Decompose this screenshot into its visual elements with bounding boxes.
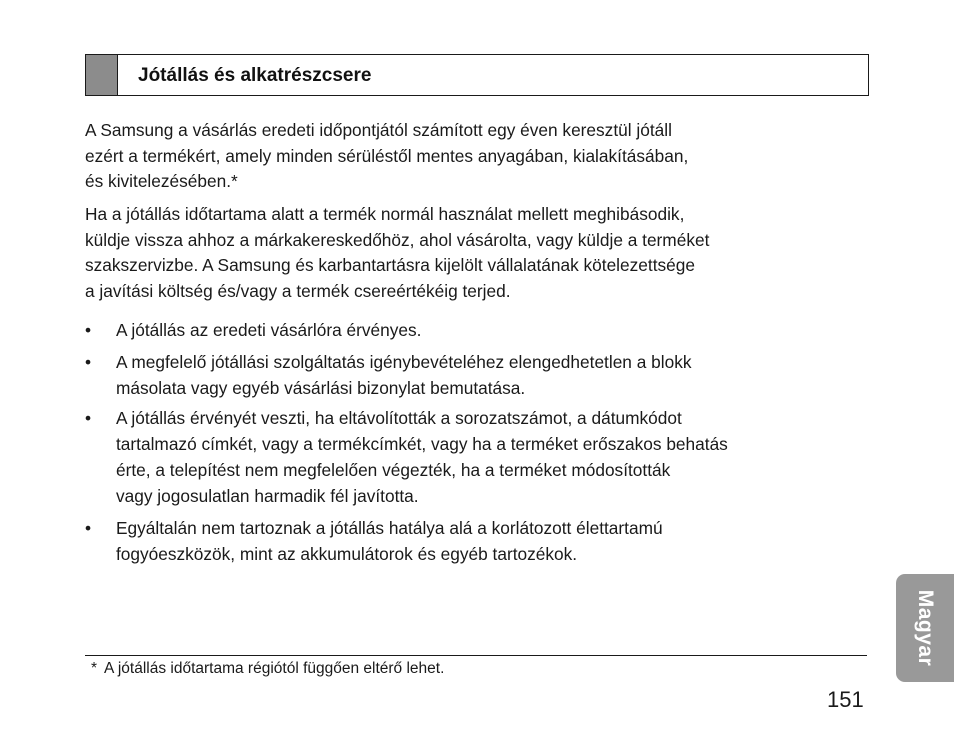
paragraph-line: Ha a jótállás időtartama alatt a termék normál használat mellett meghibásodik, — [85, 204, 685, 224]
list-item-line: A jótállás az eredeti vásárlóra érvényes. — [116, 320, 422, 340]
paragraph-warranty-scope — [85, 118, 875, 195]
footnote-mark: * — [91, 660, 98, 677]
paragraph-warranty-claim — [85, 202, 875, 304]
list-item-line: érte, a telepítést nem megfelelően végezték, ha a terméket módosították — [116, 460, 671, 480]
section-title: Jótállás és alkatrészcsere — [138, 65, 372, 86]
bullet-icon: • — [85, 320, 92, 340]
footnote-divider — [85, 655, 867, 656]
paragraph-line: a javítási költség és/vagy a termék csereértékéig terjed. — [85, 280, 511, 301]
list-item-line: tartalmazó címkét, vagy a termékcímkét, vagy ha a terméket erőszakos behatás — [116, 434, 728, 454]
paragraph-line: A Samsung a vásárlás eredeti időpontjától számított egy éven keresztül jótáll — [85, 120, 672, 140]
paragraph-line: küldje vissza ahhoz a márkakereskedőhöz, ahol vásárolta, vagy küldje a terméket — [85, 229, 710, 250]
paragraph-line: ezért a termékért, amely minden sérüléstől mentes anyagában, kialakításában, — [85, 145, 689, 166]
page-number: 151 — [827, 687, 864, 712]
language-tab-label: Magyar — [914, 589, 937, 667]
section-marker — [86, 55, 118, 95]
footnote — [91, 659, 444, 679]
paragraph-line: szakszervizbe. A Samsung és karbantartásra kijelölt vállalatának kötelezettsége — [85, 255, 695, 275]
section-header — [85, 54, 869, 96]
list-item-line: A megfelelő jótállási szolgáltatás igénybevételéhez elengedhetetlen a blokk — [116, 352, 692, 372]
list-item-line: fogyóeszközök, mint az akkumulátorok és egyéb tartozékok. — [116, 544, 578, 564]
bullet-icon: • — [85, 408, 92, 428]
list-item-line: Egyáltalán nem tartoznak a jótállás hatálya alá a korlátozott élettartamú — [116, 518, 663, 538]
list-item-line: A jótállás érvényét veszti, ha eltávolították a sorozatszámot, a dátumkódot — [116, 408, 682, 428]
list-item-line: vagy jogosulatlan harmadik fél javította. — [116, 486, 419, 506]
paragraph-line: és kivitelezésében.* — [85, 171, 238, 191]
footnote-text: A jótállás időtartama régiótól függően eltérő lehet. — [104, 660, 445, 677]
list-item-line: másolata vagy egyéb vásárlási bizonylat bemutatása. — [116, 378, 526, 398]
language-tab — [896, 574, 954, 682]
bullet-icon: • — [85, 352, 92, 372]
bullet-icon: • — [85, 518, 92, 538]
